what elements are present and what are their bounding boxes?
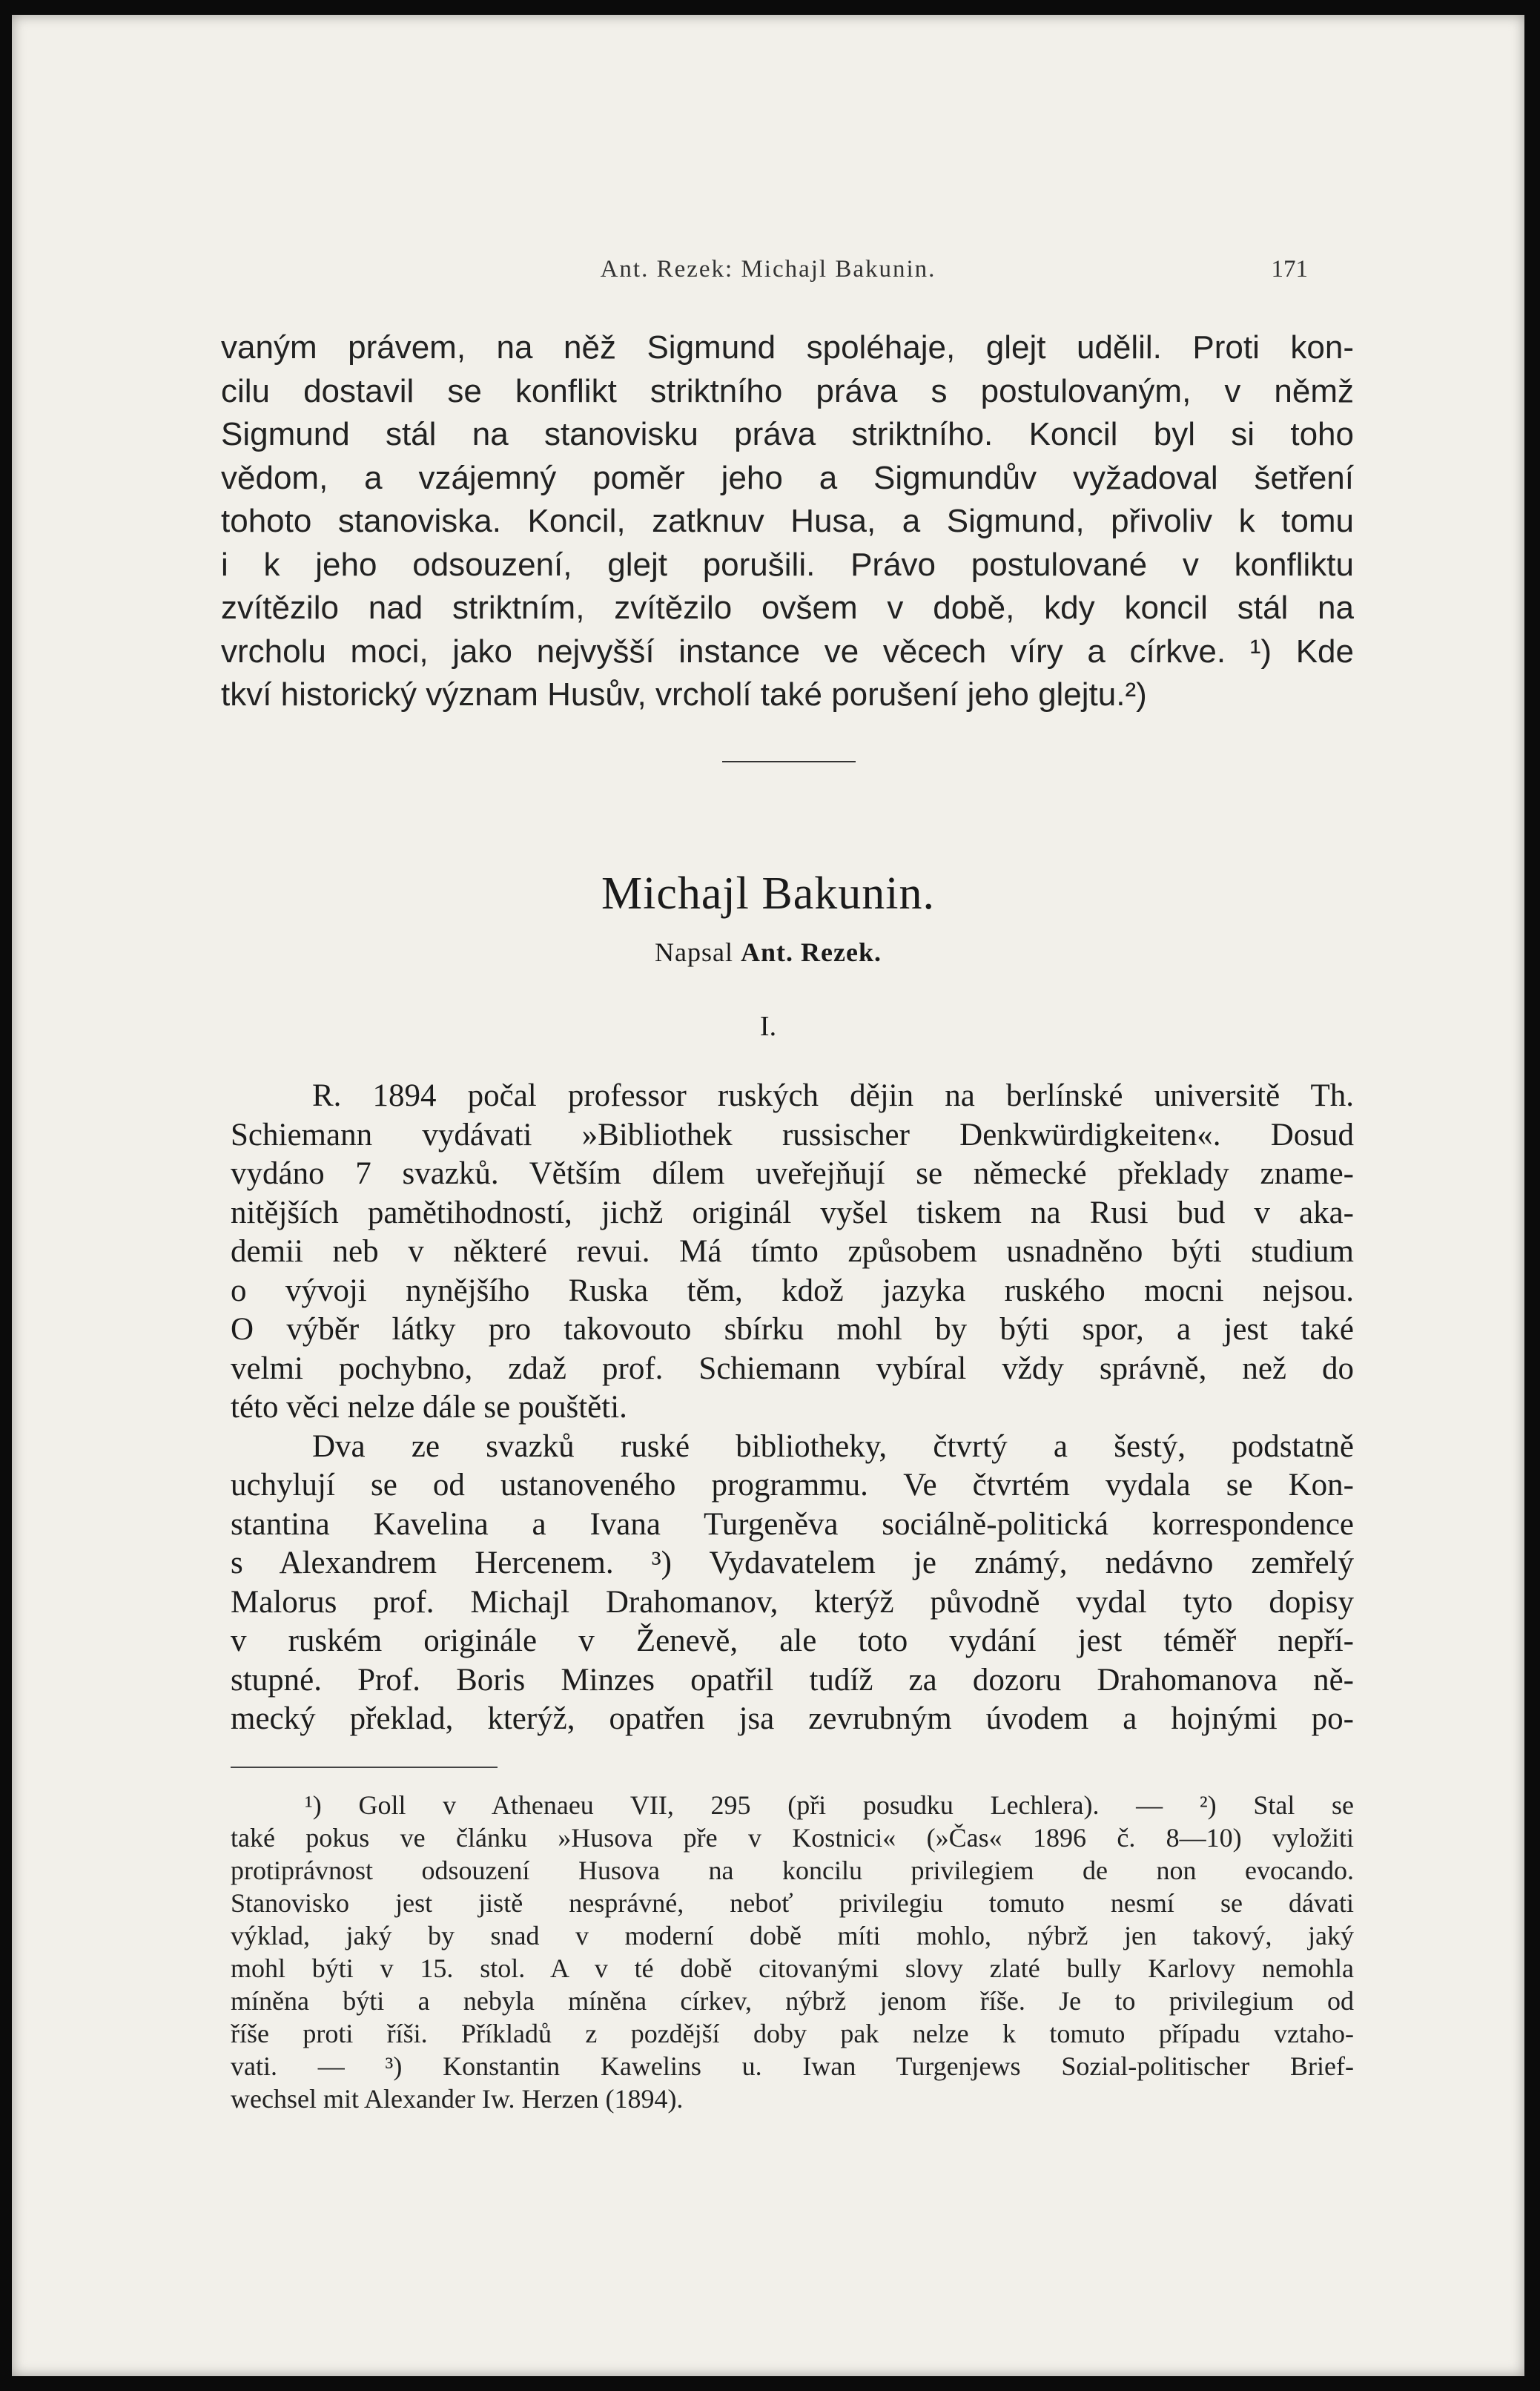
text-line: Schiemann vydávati »Bibliothek russischer Denkwürdigkeiten«. Dosud bbox=[231, 1117, 1354, 1152]
text-line: tohoto stanoviska. Koncil, zatknuv Husa, a Sigmund, přivoliv k tomu bbox=[221, 503, 1354, 539]
page-number: 171 bbox=[1271, 256, 1308, 283]
byline-author: Ant. Rezek. bbox=[741, 937, 882, 967]
footnote-line: také pokus ve článku »Husova pře v Kostnici« (»Čas« 1896 č. 8—10) vyložiti bbox=[231, 1823, 1354, 1853]
text-line: cilu dostavil se konflikt striktního práva s postulovaným, v němž bbox=[221, 372, 1354, 409]
section-divider bbox=[722, 761, 856, 762]
text-line: Dva ze svazků ruské bibliotheky, čtvrtý a šestý, podstatně bbox=[312, 1428, 1354, 1464]
text-line: vaným právem, na něž Sigmund spoléhaje, glejt udělil. Proti kon- bbox=[221, 329, 1354, 366]
book-page bbox=[12, 15, 1524, 2376]
text-line: Malorus prof. Michajl Drahomanov, kterýž původně vydal tyto dopisy bbox=[231, 1584, 1354, 1620]
text-line: mecký překlad, kterýž, opatřen jsa zevrubným úvodem a hojnými po- bbox=[231, 1701, 1354, 1736]
previous-section-text bbox=[221, 326, 1354, 717]
text-line: demii neb v některé revui. Má tímto způsobem usnadněno býti studium bbox=[231, 1234, 1354, 1269]
text-line: nitějších pamětihodností, jichž originál vyšel tiskem na Rusi bud v aka- bbox=[231, 1195, 1354, 1230]
footnote-line: říše proti říši. Příkladů z pozdější doby pak nelze k tomuto případu vztaho- bbox=[231, 2019, 1354, 2048]
text-line: tkví historický význam Husův, vrcholí také porušení jeho glejtu.²) bbox=[221, 676, 1147, 713]
footnote-line: Stanovisko jest jistě nesprávné, neboť privilegiu tomuto nesmí se dávati bbox=[231, 1888, 1354, 1918]
text-line: R. 1894 počal professor ruských dějin na berlínské universitě Th. bbox=[312, 1078, 1354, 1113]
text-line: uchylují se od ustanoveného programmu. Ve čtvrtém vydala se Kon- bbox=[231, 1468, 1354, 1503]
text-line: stantina Kavelina a Ivana Turgeněva sociálně-politická korrespondence bbox=[231, 1506, 1354, 1542]
text-line: zvítězilo nad striktním, zvítězilo ovšem v době, kdy koncil stál na bbox=[221, 590, 1354, 626]
text-line: v ruském originále v Ženevě, ale toto vydání jest téměř nepří- bbox=[231, 1623, 1354, 1658]
text-line: této věci nelze dále se pouštěti. bbox=[231, 1390, 627, 1425]
footnote-line: míněna býti a nebyla míněna církev, nýbrž jenom říše. Je to privilegium od bbox=[231, 1986, 1354, 2016]
section-number: I. bbox=[759, 1011, 777, 1042]
text-line: stupné. Prof. Boris Minzes opatřil tudíž za dozoru Drahomanova ně- bbox=[231, 1662, 1354, 1698]
running-head: Ant. Rezek: Michajl Bakunin. bbox=[600, 256, 936, 283]
article-title: Michajl Bakunin. bbox=[601, 868, 935, 919]
text-line: O výběr látky pro takovouto sbírku mohl by býti spor, a jest také bbox=[231, 1312, 1354, 1347]
text-line: velmi pochybno, zdaž prof. Schiemann vybíral vždy správně, než do bbox=[231, 1350, 1354, 1386]
text-line: o vývoji nynějšího Ruska těm, kdož jazyka ruského mocni nejsou. bbox=[231, 1273, 1354, 1308]
text-line: s Alexandrem Hercenem. ³) Vydavatelem je známý, nedávno zemřelý bbox=[231, 1546, 1354, 1580]
footnote-rule bbox=[231, 1767, 498, 1768]
footnote-line: výklad, jaký by snad v moderní době míti mohlo, nýbrž jen takový, jaký bbox=[231, 1921, 1354, 1950]
text-line: vrcholu moci, jako nejvyšší instance ve věcech víry a církve. ¹) Kde bbox=[221, 633, 1354, 670]
footnote-line: protiprávnost odsouzení Husova na koncilu privilegiem de non evocando. bbox=[231, 1856, 1354, 1885]
footnote-line: vati. — ³) Konstantin Kawelins u. Iwan Turgenjews Sozial-politischer Brief- bbox=[231, 2051, 1354, 2081]
text-line: i k jeho odsouzení, glejt porušili. Právo postulované v konfliktu bbox=[221, 546, 1354, 583]
byline-prefix: Napsal bbox=[655, 937, 733, 967]
text-line: vědom, a vzájemný poměr jeho a Sigmundův vyžadoval šetření bbox=[221, 459, 1354, 496]
byline bbox=[12, 937, 1524, 968]
footnote-line: wechsel mit Alexander Iw. Herzen (1894). bbox=[231, 2084, 684, 2114]
text-line: vydáno 7 svazků. Větším dílem uveřejňují se německé překlady zname- bbox=[231, 1156, 1354, 1191]
article-body bbox=[231, 1077, 1354, 1739]
footnote-line: ¹) Goll v Athenaeu VII, 295 (při posudku Lechlera). — ²) Stal se bbox=[305, 1790, 1354, 1820]
footnote-line: mohl býti v 15. stol. A v té době citovanými slovy zlaté bully Karlovy nemohla bbox=[231, 1953, 1354, 1983]
text-line: Sigmund stál na stanovisku práva striktního. Koncil byl si toho bbox=[221, 416, 1354, 452]
footnotes bbox=[231, 1789, 1354, 2115]
